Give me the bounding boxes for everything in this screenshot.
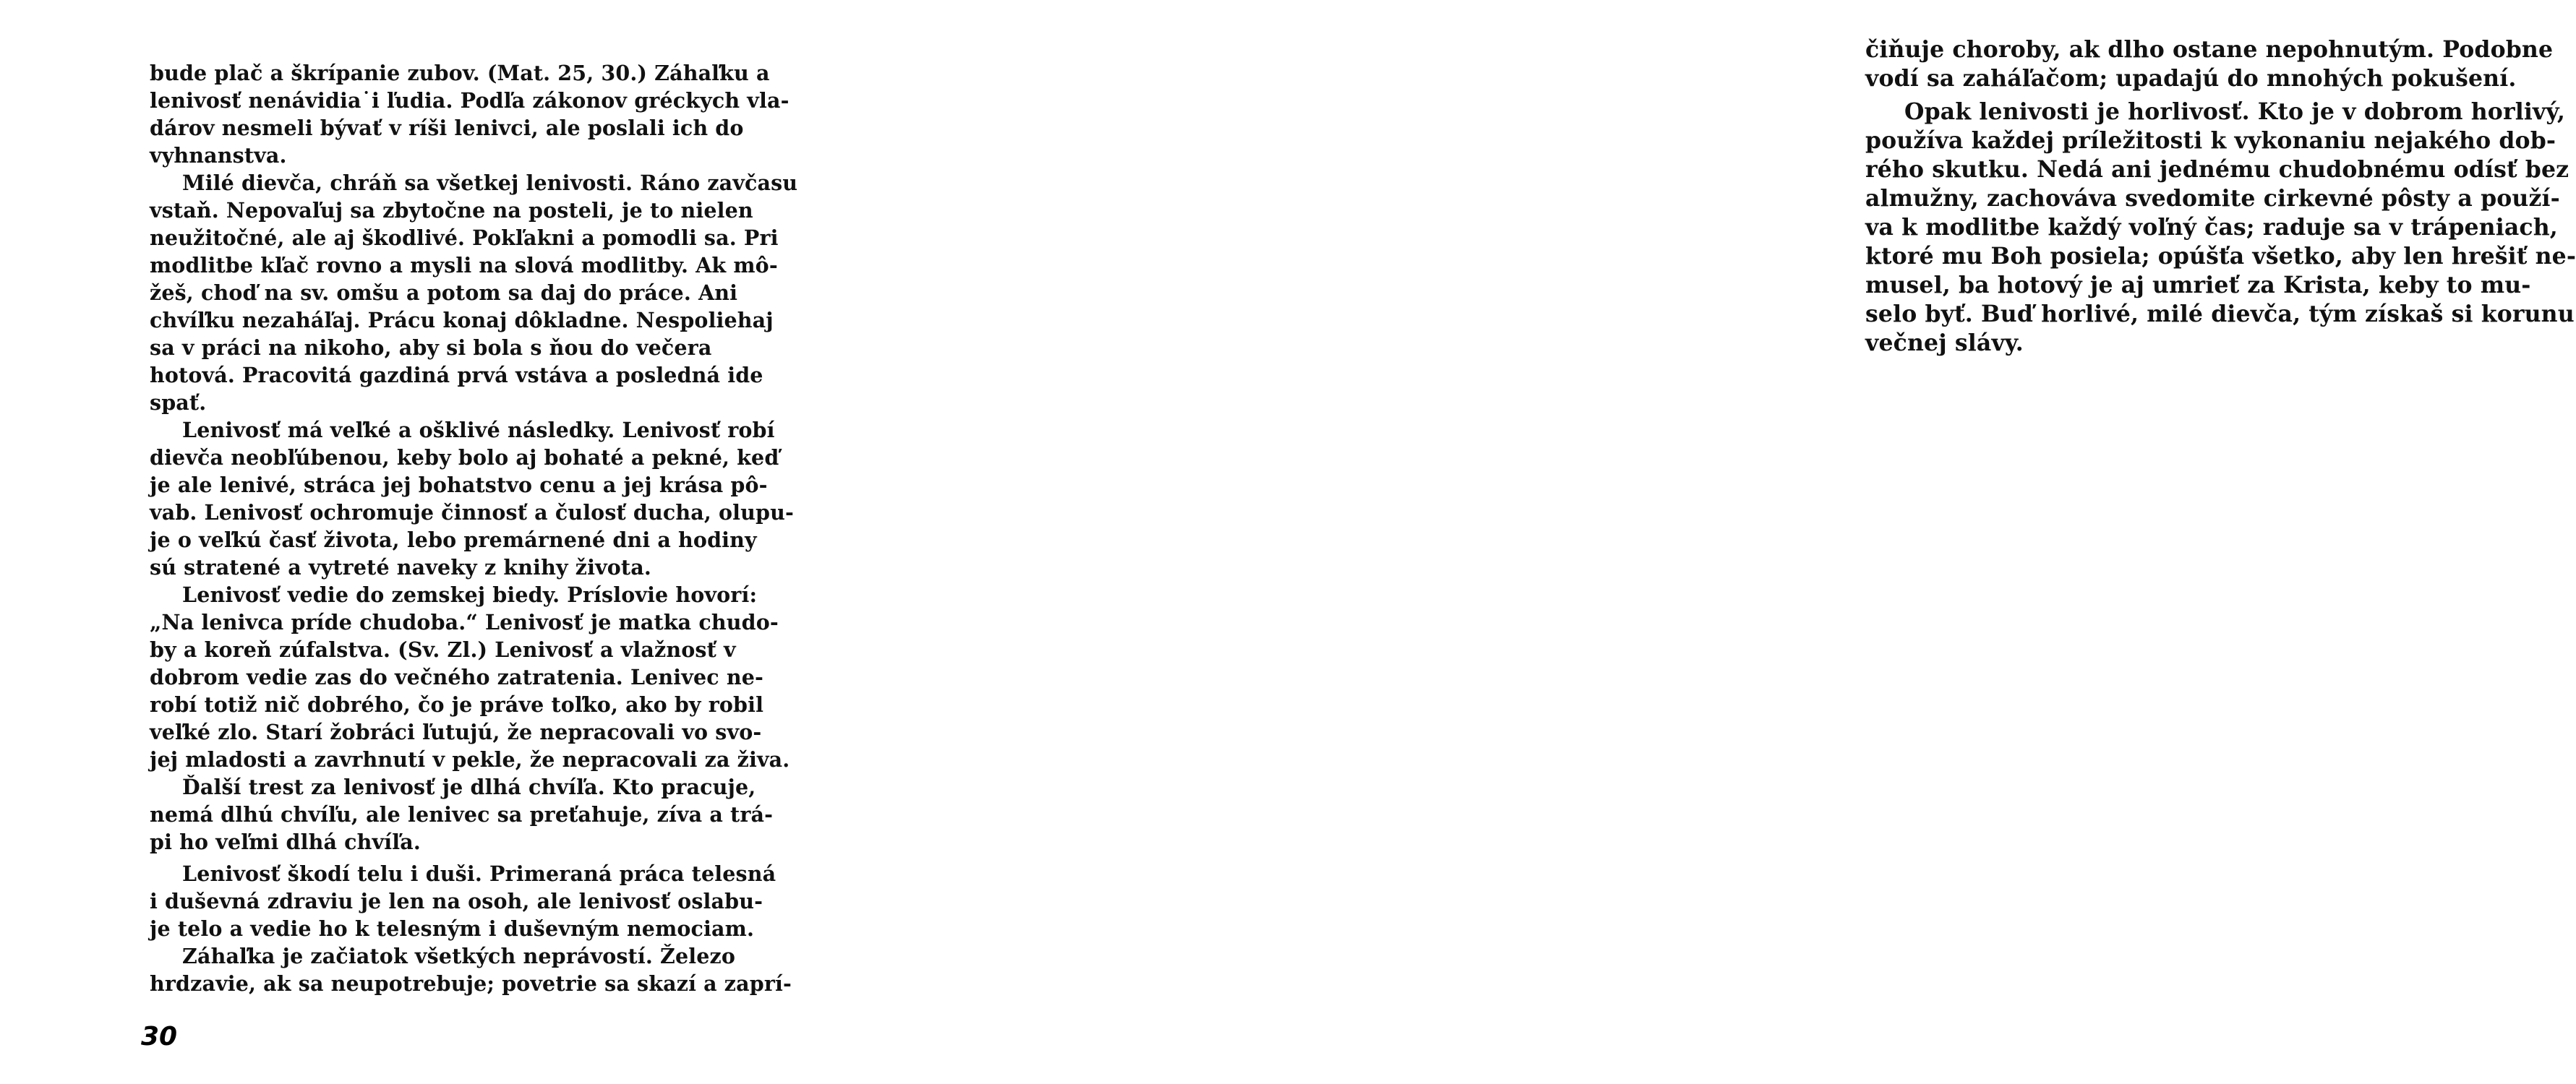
text-line: va k modlitbe každý voľný čas; raduje sa v trápeniach, — [1865, 214, 2558, 241]
text-line: i duševná zdraviu je len na osoh, ale lenivosť oslabu- — [150, 889, 763, 913]
text-line: večnej slávy. — [1865, 330, 2024, 356]
text-line: by a koreň zúfalstva. (Sv. Zl.) Lenivosť a vlažnosť v — [150, 637, 736, 662]
text-line: rého skutku. Nedá ani jednému chudobnému odísť bez — [1865, 156, 2569, 183]
text-line: vyhnanstva. — [150, 143, 287, 168]
text-line: sú stratené a vytreté naveky z knihy života. — [150, 555, 651, 580]
text-line: je ale lenivé, stráca jej bohatstvo cenu a jej krása pô- — [150, 473, 768, 497]
text-line: veľké zlo. Starí žobráci ľutujú, že nepracovali vo svo- — [150, 720, 762, 744]
text-line: Milé dievča, chráň sa všetkej lenivosti. Ráno zavčasu — [182, 171, 798, 195]
text-line: robí totiž nič dobrého, čo je práve toľko, ako by robil — [150, 692, 764, 717]
text-line: Lenivosť škodí telu i duši. Primeraná práca telesná — [182, 861, 776, 886]
text-line: musel, ba hotový je aj umrieť za Krista, keby to mu- — [1865, 272, 2531, 298]
text-line: vodí sa zaháľačom; upadajú do mnohých pokušení. — [1865, 65, 2517, 92]
text-line: Lenivosť vedie do zemskej biedy. Príslovie hovorí: — [182, 582, 758, 607]
text-line: dobrom vedie zas do večného zatratenia. Lenivec ne- — [150, 665, 763, 689]
text-line: vab. Lenivosť ochromuje činnosť a čulosť ducha, olupu- — [150, 500, 794, 525]
text-line: je telo a vedie ho k telesným i duševným nemociam. — [150, 916, 755, 941]
text-line: dievča neobľúbenou, keby bolo aj bohaté a pekné, keď — [150, 445, 779, 470]
text-line: Ďalší trest za lenivosť je dlhá chvíľa. Kto pracuje, — [182, 775, 756, 799]
text-line: čiňuje choroby, ak dlho ostane nepohnutým. Podobne — [1865, 36, 2554, 63]
left-page — [0, 0, 875, 1084]
text-line: Záhaľka je začiatok všetkých neprávostí. Železo — [182, 944, 735, 968]
text-line: bude plač a škrípanie zubov. (Mat. 25, 30.) Záhaľku a — [150, 61, 770, 85]
text-line: nemá dlhú chvíľu, ale lenivec sa preťahuje, zíva a trá- — [150, 802, 774, 827]
text-line: sa v práci na nikoho, aby si bola s ňou do večera — [150, 335, 712, 360]
text-line: ktoré mu Boh posiela; opúšťa všetko, aby len hrešiť ne- — [1865, 243, 2576, 270]
text-line: spať. — [150, 390, 207, 415]
text-line: žeš, choď na sv. omšu a potom sa daj do práce. Ani — [150, 280, 738, 305]
text-line: lenivosť nenávidia˙i ľudia. Podľa zákonov gréckych vla- — [150, 88, 790, 113]
text-line: hrdzavie, ak sa neupotrebuje; povetrie sa skazí a zaprí- — [150, 971, 792, 996]
text-line: almužny, zachováva svedomite cirkevné pôsty a použí- — [1865, 185, 2560, 212]
text-line: „Na lenivca príde chudoba.“ Lenivosť je matka chudo- — [150, 610, 779, 635]
page-number: 30 — [141, 1022, 178, 1051]
text-line: jej mladosti a zavrhnutí v pekle, že nepracovali za živa. — [150, 747, 790, 772]
text-line: dárov nesmeli bývať v ríši lenivci, ale poslali ich do — [150, 116, 744, 140]
text-line: chvíľku nezaháľaj. Prácu konaj dôkladne. Nespoliehaj — [150, 308, 774, 332]
text-line: Opak lenivosti je horlivosť. Kto je v dobrom horlivý, — [1904, 98, 2565, 125]
text-line: hotová. Pracovitá gazdiná prvá vstáva a posledná ide — [150, 363, 763, 387]
text-line: neužitočné, ale aj škodlivé. Pokľakni a pomodli sa. Pri — [150, 225, 779, 250]
text-line: používa každej príležitosti k vykonaniu nejakého dob- — [1865, 127, 2556, 154]
right-page — [875, 0, 2576, 1084]
text-line: modlitbe kľač rovno a mysli na slová modlitby. Ak mô- — [150, 253, 778, 278]
text-line: vstaň. Nepovaľuj sa zbytočne na posteli, je to nielen — [150, 198, 753, 223]
text-line: pi ho veľmi dlhá chvíľa. — [150, 830, 421, 854]
text-line: je o veľkú časť života, lebo premárnené dni a hodiny — [150, 528, 757, 552]
text-line: Lenivosť má veľké a ošklivé následky. Lenivosť robí — [182, 418, 775, 442]
text-line: selo byť. Buď horlivé, milé dievča, tým získaš si korunu — [1865, 301, 2575, 327]
